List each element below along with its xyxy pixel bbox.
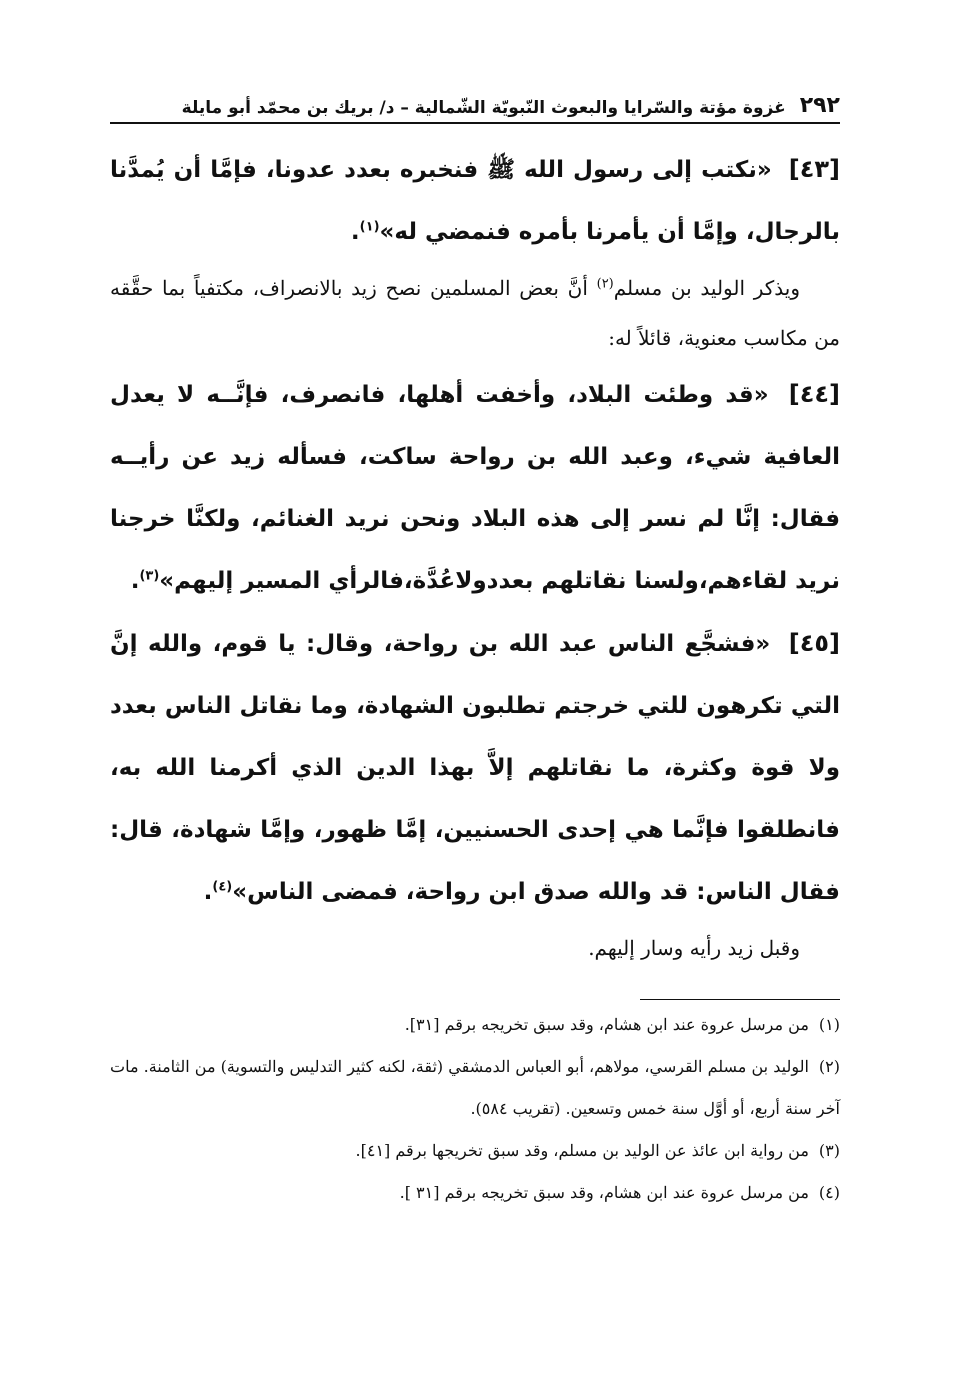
footnote-number: (١) bbox=[818, 1015, 840, 1034]
hadith-44 bbox=[110, 363, 840, 612]
hadith-text: «فشجَّع الناس عبد الله بن رواحة، وقال: يا قوم، والله إنَّ التي تكرهون للتي خرجتم تطلبون الشهادة، وما نقاتل الناس بعدد ولا قوة وكثرة، ما نقاتلهم إلاَّ بهذا الدين الذي أكرمنا الله به، فانطلقوا فإنَّما هي إحدى الحسنيين، إمَّا ظهور، وإمَّا شهادة، قال: فقال الناس: قد والله صدق ابن رواحة، فمضى الناس» bbox=[110, 631, 840, 905]
footnote-number: (٢) bbox=[818, 1057, 840, 1076]
closing-paragraph bbox=[110, 923, 840, 973]
book-page bbox=[110, 90, 840, 1300]
footnote-number: (٣) bbox=[818, 1141, 840, 1160]
footnote-ref[interactable]: (٣) bbox=[139, 568, 160, 584]
footnote-2 bbox=[110, 1046, 840, 1130]
hadith-text: «قد وطئت البلاد، وأخفت أهلها، فانصرف، فإنَّــه لا يعدل العافية شيء، وعبد الله بن رواحة ساكت، فسأله زيد عن رأيــه فقال: إنَّا لم نسر إلى هذه البلاد ونحن نريد الغنائم، ولكنَّا خرجنا نريد لقاءهم،ولسنا نقاتلهم بعددولاعُدَّة،فالرأي المسير إليهم» bbox=[110, 382, 840, 594]
closing-text: وقبل زيد رأيه وسار إليهم. bbox=[588, 936, 800, 960]
hadith-end: . bbox=[203, 879, 213, 905]
narration-text: ويذكر الوليد بن مسلم bbox=[613, 276, 800, 300]
footnote-divider bbox=[640, 999, 840, 1000]
footnote-ref[interactable]: (٢) bbox=[596, 276, 614, 292]
hadith-text: «نكتب إلى رسول الله ﷺ فنخبره بعدد عدونا، فإمَّا أن يُمدَّنا بالرجال، وإمَّا أن يأمرنا بأمره فنمضي له» bbox=[110, 157, 840, 245]
hadith-number: [٤٥] bbox=[788, 629, 840, 657]
running-title: غزوة مؤتة والسّرايا والبعوث النّبويّة الشّمالية – د/ بريك بن محمّد أبو مايلة bbox=[181, 98, 786, 118]
hadith-43 bbox=[110, 138, 840, 263]
hadith-end: . bbox=[130, 568, 140, 594]
footnote-ref[interactable]: (٤) bbox=[212, 879, 233, 895]
footnote-text: من مرسل عروة عند ابن هشام، وقد سبق تخريجه برقم [٣١]. bbox=[404, 1015, 809, 1034]
footnote-3 bbox=[110, 1130, 840, 1172]
footnote-text: الوليد بن مسلم القرسي، مولاهم، أبو العباس الدمشقي (ثقة، لكنه كثير التدليس والتسوية) من الثامنة. مات آخر سنة أربع، أو أوَّل سنة خمس وتسعين. (تقريب ٥٨٤). bbox=[110, 1057, 840, 1118]
main-text bbox=[110, 138, 840, 973]
running-header bbox=[110, 90, 840, 124]
narration-paragraph bbox=[110, 263, 840, 363]
footnote-text: من رواية ابن عائذ عن الوليد بن مسلم، وقد سبق تخريجها برقم [٤١]. bbox=[355, 1141, 809, 1160]
hadith-end: . bbox=[350, 219, 360, 245]
hadith-45 bbox=[110, 612, 840, 923]
hadith-number: [٤٣] bbox=[788, 155, 840, 183]
page-number: ٢٩٢ bbox=[799, 93, 840, 118]
footnote-text: من مرسل عروة عند ابن هشام، وقد سبق تخريجه برقم [٣١ ]. bbox=[399, 1183, 809, 1202]
narration-text-cont: أنَّ بعض المسلمين نصح زيد بالانصراف، مكتفياً بما حقَّقه من مكاسب معنوية، قائلاً له: bbox=[110, 276, 840, 350]
footnote-4 bbox=[110, 1172, 840, 1214]
footnotes bbox=[110, 1004, 840, 1214]
footnote-1 bbox=[110, 1004, 840, 1046]
footnote-number: (٤) bbox=[818, 1183, 840, 1202]
hadith-number: [٤٤] bbox=[788, 380, 840, 408]
footnote-ref[interactable]: (١) bbox=[359, 219, 380, 235]
